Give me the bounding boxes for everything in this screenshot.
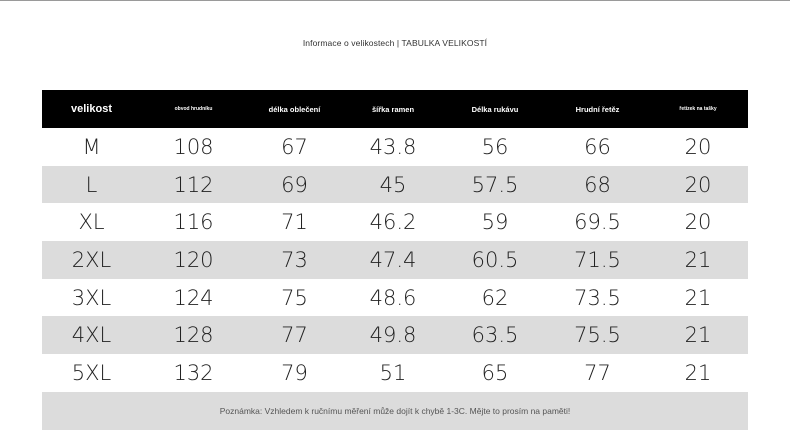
table-cell: 69 — [281, 172, 308, 197]
table-cell: 112 — [173, 172, 214, 197]
measurement-note: Poznámka: Vzhledem k ručnímu měření může dojít k chybě 1-3C. Mějte to prosím na paměti! — [42, 392, 748, 430]
table-row — [42, 128, 748, 166]
table-cell: 47.4 — [369, 247, 417, 272]
table-cell: 132 — [173, 360, 214, 385]
table-cell: 21 — [684, 323, 712, 348]
table-header-row — [42, 90, 748, 128]
table-cell: 79 — [281, 360, 308, 385]
table-cell: 67 — [281, 134, 308, 159]
table-cell: 21 — [684, 360, 712, 385]
table-cell: 20 — [684, 172, 712, 197]
header-length: délka oblečení — [268, 104, 321, 114]
table-cell: 21 — [684, 247, 712, 272]
table-cell: 73 — [281, 247, 308, 272]
table-cell: 59 — [481, 210, 509, 235]
header-bag-chain: řetízek na tašky — [679, 106, 717, 112]
page-title: Informace o velikostech | TABULKA VELIKOSTÍ — [302, 38, 488, 48]
table-cell: 116 — [173, 210, 214, 235]
size-cell: L — [85, 172, 98, 197]
table-cell: 77 — [281, 323, 308, 348]
table-cell: 73.5 — [574, 285, 621, 310]
header-shoulder: šířka ramen — [371, 104, 415, 114]
table-cell: 57.5 — [471, 172, 519, 197]
table-cell: 49.8 — [369, 323, 417, 348]
table-cell: 21 — [684, 285, 712, 310]
size-cell: 3XL — [71, 285, 112, 310]
table-row — [42, 279, 748, 317]
table-cell: 66 — [584, 134, 611, 159]
top-divider — [0, 0, 790, 1]
table-row — [42, 316, 748, 354]
size-cell: 4XL — [71, 323, 112, 348]
table-cell: 75 — [281, 285, 308, 310]
table-cell: 69.5 — [574, 210, 621, 235]
table-cell: 65 — [481, 360, 509, 385]
size-table — [42, 90, 748, 392]
table-cell: 75.5 — [574, 323, 621, 348]
table-cell: 108 — [173, 134, 214, 159]
table-cell: 60.5 — [471, 247, 519, 272]
table-cell: 45 — [379, 172, 407, 197]
table-cell: 124 — [173, 285, 214, 310]
table-cell: 77 — [584, 360, 611, 385]
header-sleeve: Délka rukávu — [471, 104, 519, 114]
table-cell: 51 — [379, 360, 407, 385]
table-cell: 128 — [173, 323, 214, 348]
table-cell: 62 — [481, 285, 509, 310]
table-row — [42, 354, 748, 392]
table-cell: 56 — [481, 134, 509, 159]
table-row — [42, 166, 748, 204]
size-cell: XL — [78, 210, 105, 235]
header-chest-chain: Hrudní řetěz — [575, 104, 620, 114]
table-cell: 71.5 — [574, 247, 621, 272]
table-row — [42, 203, 748, 241]
table-cell: 120 — [173, 247, 214, 272]
header-chest: obvod hrudníku — [174, 106, 213, 112]
size-cell: 2XL — [71, 247, 112, 272]
table-cell: 20 — [684, 210, 712, 235]
table-cell: 68 — [584, 172, 611, 197]
table-cell: 48.6 — [369, 285, 417, 310]
size-cell: 5XL — [71, 360, 112, 385]
table-cell: 20 — [684, 134, 712, 159]
table-row — [42, 241, 748, 279]
table-cell: 63.5 — [471, 323, 519, 348]
table-cell: 46.2 — [369, 210, 417, 235]
table-cell: 71 — [281, 210, 308, 235]
size-cell: M — [82, 134, 101, 159]
header-size: velikost — [71, 103, 112, 115]
table-cell: 43.8 — [369, 134, 417, 159]
